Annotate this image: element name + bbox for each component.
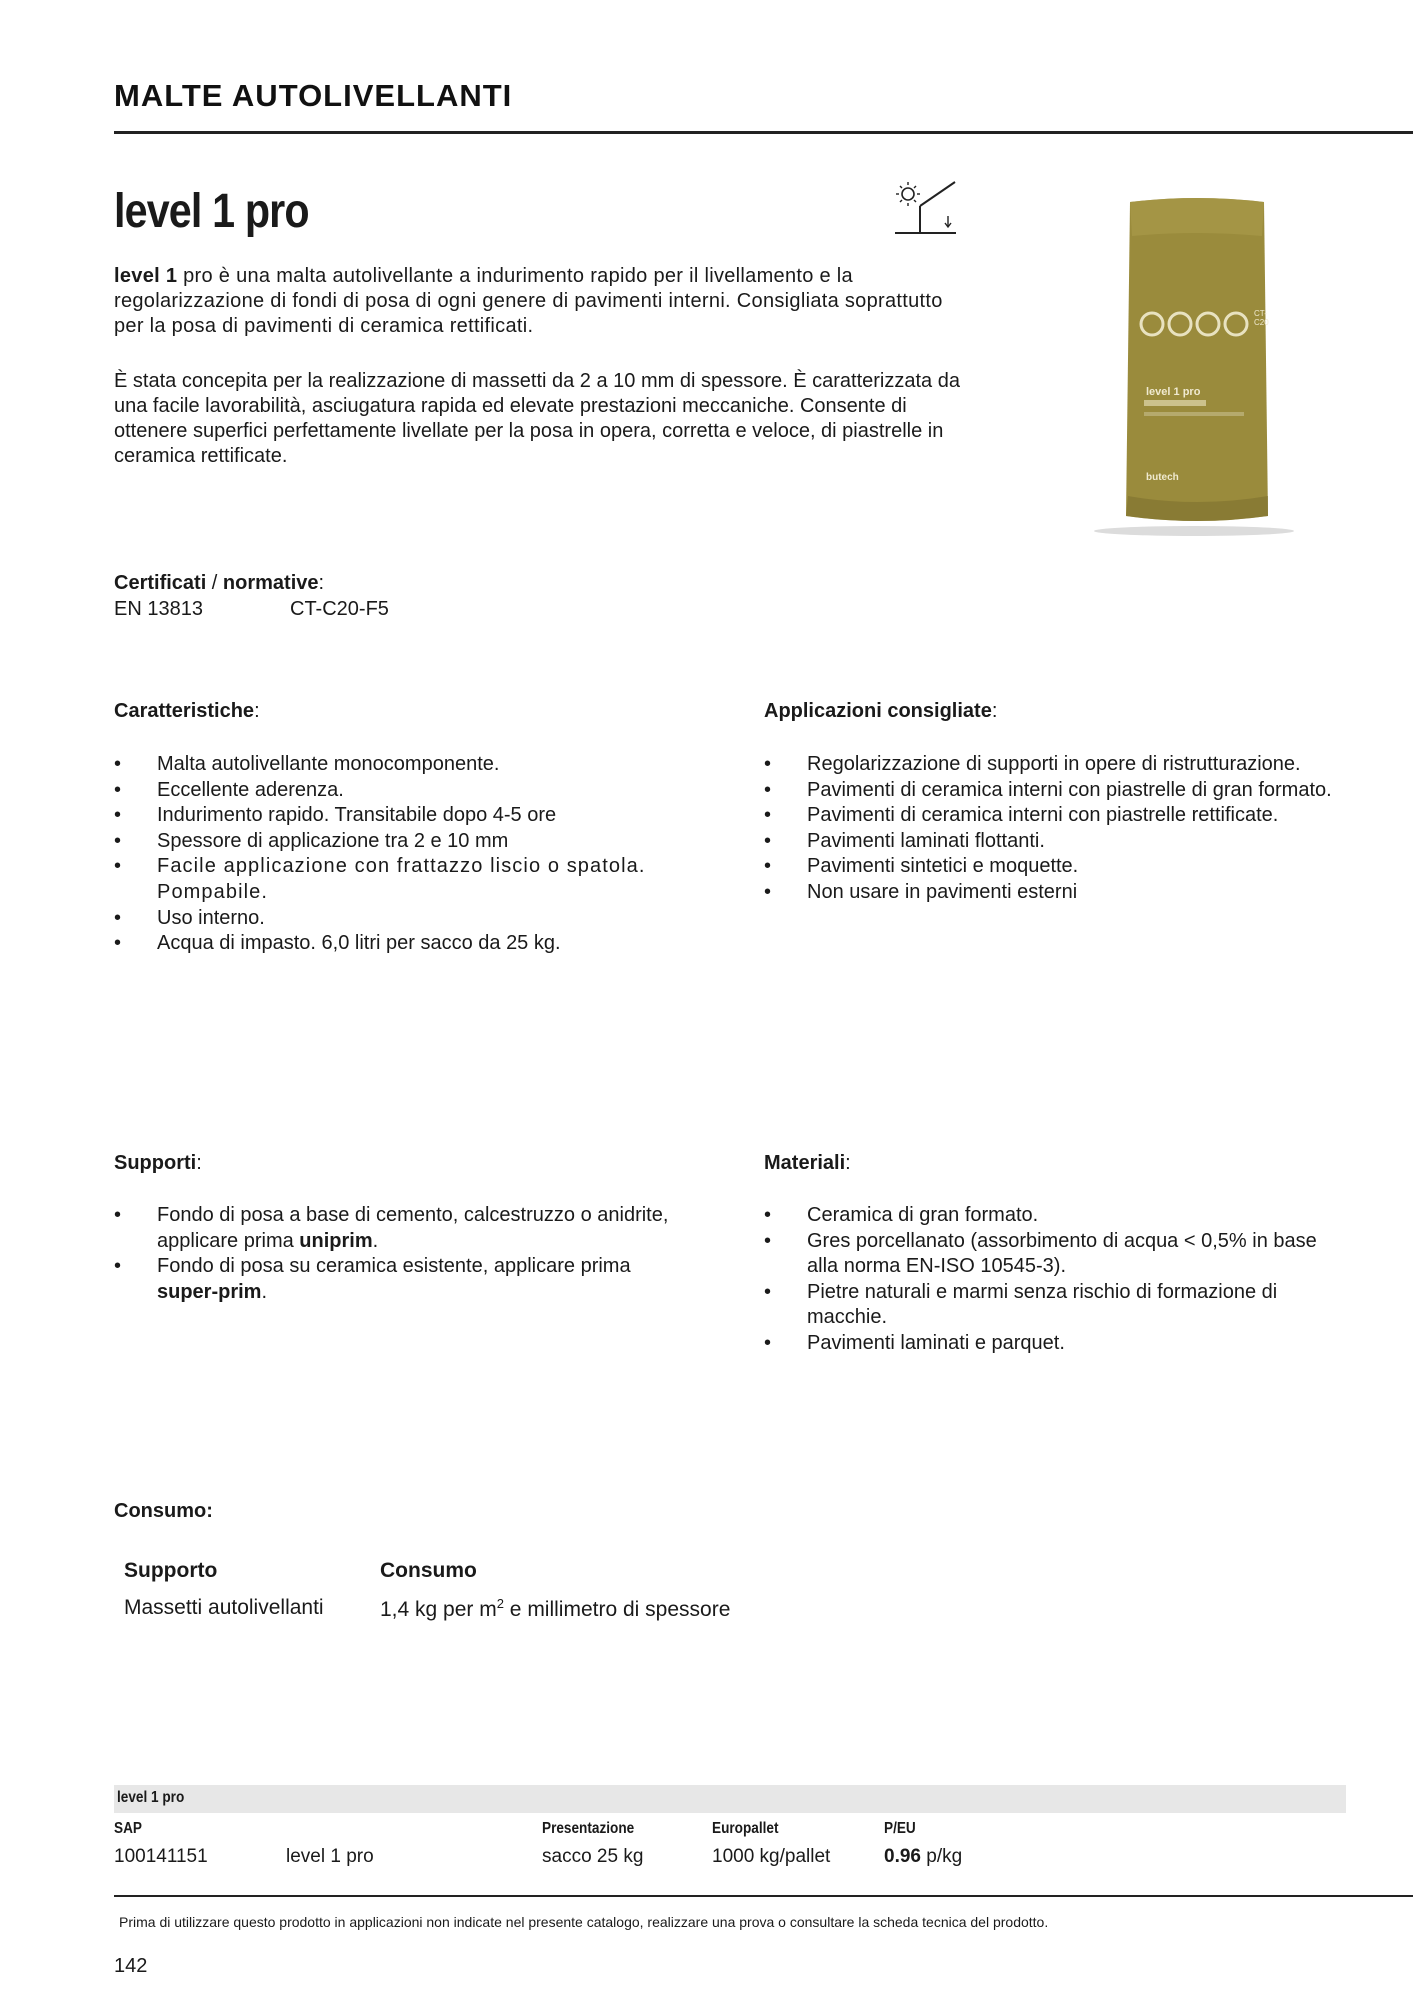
caratteristiche-list [114, 752, 714, 957]
consumo-col-consumo: Consumo [380, 1559, 477, 1582]
list-item: • Indurimento rapido. Transitabile dopo 4-5 ore [114, 803, 714, 829]
list-item: • Pavimenti sintetici e moquette. [764, 854, 1354, 880]
product-table-title: level 1 pro [117, 1789, 185, 1806]
page-number: 142 [114, 1955, 148, 1977]
row-europallet: 1000 kg/pallet [712, 1846, 831, 1867]
list-item: • Pavimenti laminati e parquet. [764, 1331, 1344, 1357]
consumo-row-consumo: 1,4 kg per $m^2$ e millimetro di spessore [380, 1596, 731, 1621]
list-item: • Facile applicazione con frattazzo liscio o spatola. Pompabile. [114, 854, 714, 905]
product-bag-image [1122, 196, 1272, 531]
consumo-row-supporto: Massetti autolivellanti [124, 1596, 324, 1619]
header-rule [114, 131, 1413, 134]
list-item: • Ceramica di gran formato. [764, 1203, 1344, 1229]
indoor-use-icon [893, 178, 957, 238]
bag-badge-label: CT-C20 [1254, 309, 1269, 327]
list-item: • Pietre naturali e marmi senza rischio di formazione di macchie. [764, 1280, 1344, 1331]
footer-note: Prima di utilizzare questo prodotto in applicazioni non indicate nel presente catalogo, realizzare una prova o consultare la scheda tecnica del prodotto. [119, 1914, 1049, 1930]
list-item: • Gres porcellanato (assorbimento di acqua < 0,5% in base alla norma EN-ISO 10545-3). [764, 1229, 1344, 1280]
section-title: MALTE AUTOLIVELLANTI [114, 78, 513, 113]
list-item: • Pavimenti di ceramica interni con piastrelle rettificate. [764, 803, 1354, 829]
list-item: • Pavimenti di ceramica interni con piastrelle di gran formato. [764, 778, 1354, 804]
row-name: level 1 pro [286, 1846, 374, 1867]
consumo-col-supporto: Supporto [124, 1559, 218, 1582]
supporti-list [114, 1203, 694, 1305]
caratteristiche-label: Caratteristiche: [114, 700, 260, 722]
col-header-presentazione: Presentazione [542, 1820, 635, 1837]
col-header-sap: SAP [114, 1820, 142, 1837]
bag-maker-label: butech [1146, 472, 1179, 483]
list-item: • Spessore di applicazione tra 2 e 10 mm [114, 829, 714, 855]
bag-brand-label: level 1 pro [1146, 386, 1201, 398]
certificate-standard: EN 13813 [114, 598, 203, 620]
list-item: • Malta autolivellante monocomponente. [114, 752, 714, 778]
list-item: • Non usare in pavimenti esterni [764, 880, 1354, 906]
col-header-peu: P/EU [884, 1820, 916, 1837]
supporti-label: Supporti: [114, 1152, 202, 1174]
certificate-class: CT-C20-F5 [290, 598, 389, 620]
intro-paragraph [114, 264, 964, 339]
applicazioni-list [764, 752, 1354, 906]
footer-rule [114, 1895, 1413, 1897]
product-table-bar [114, 1785, 1346, 1813]
list-item: • Acqua di impasto. 6,0 litri per sacco da 25 kg. [114, 931, 714, 957]
materiali-list [764, 1203, 1344, 1357]
list-item: • Eccellente aderenza. [114, 778, 714, 804]
col-header-europallet: Europallet [712, 1820, 779, 1837]
intro-bold: level 1 [114, 265, 178, 287]
intro-text: pro è una malta autolivellante a indurimento rapido per il livellamento e la regolarizzazione di fondi di posa di ogni genere di pavimenti interni. Consigliata soprattutto per la posa di pavimenti di ceramica rettificati. [114, 265, 943, 337]
row-sap: 100141151 [114, 1846, 208, 1867]
list-item: • Uso interno. [114, 906, 714, 932]
list-item: • Fondo di posa a base di cemento, calcestruzzo o anidrite, applicare prima uniprim. [114, 1203, 694, 1254]
list-item: • Regolarizzazione di supporti in opere di ristrutturazione. [764, 752, 1354, 778]
consumo-label: Consumo: [114, 1500, 213, 1522]
applicazioni-label: Applicazioni consigliate: [764, 700, 998, 722]
list-item: • Pavimenti laminati flottanti. [764, 829, 1354, 855]
row-presentazione: sacco 25 kg [542, 1846, 644, 1867]
description-paragraph: È stata concepita per la realizzazione di massetti da 2 a 10 mm di spessore. È caratterizzata da una facile lavorabilità, asciugatura rapida ed elevate prestazioni meccaniche. Consente di ottenere superfici perfettamente livellate per la posa in opera, corretta e veloce, di piastrelle in ceramica rettificate. [114, 370, 960, 467]
row-price: 0.96 p/kg [884, 1846, 963, 1867]
certificates-label: Certificati / normative: [114, 572, 325, 594]
product-title: level 1 pro [114, 185, 309, 238]
materiali-label: Materiali: [764, 1152, 851, 1174]
list-item: • Fondo di posa su ceramica esistente, applicare prima super-prim. [114, 1254, 694, 1305]
